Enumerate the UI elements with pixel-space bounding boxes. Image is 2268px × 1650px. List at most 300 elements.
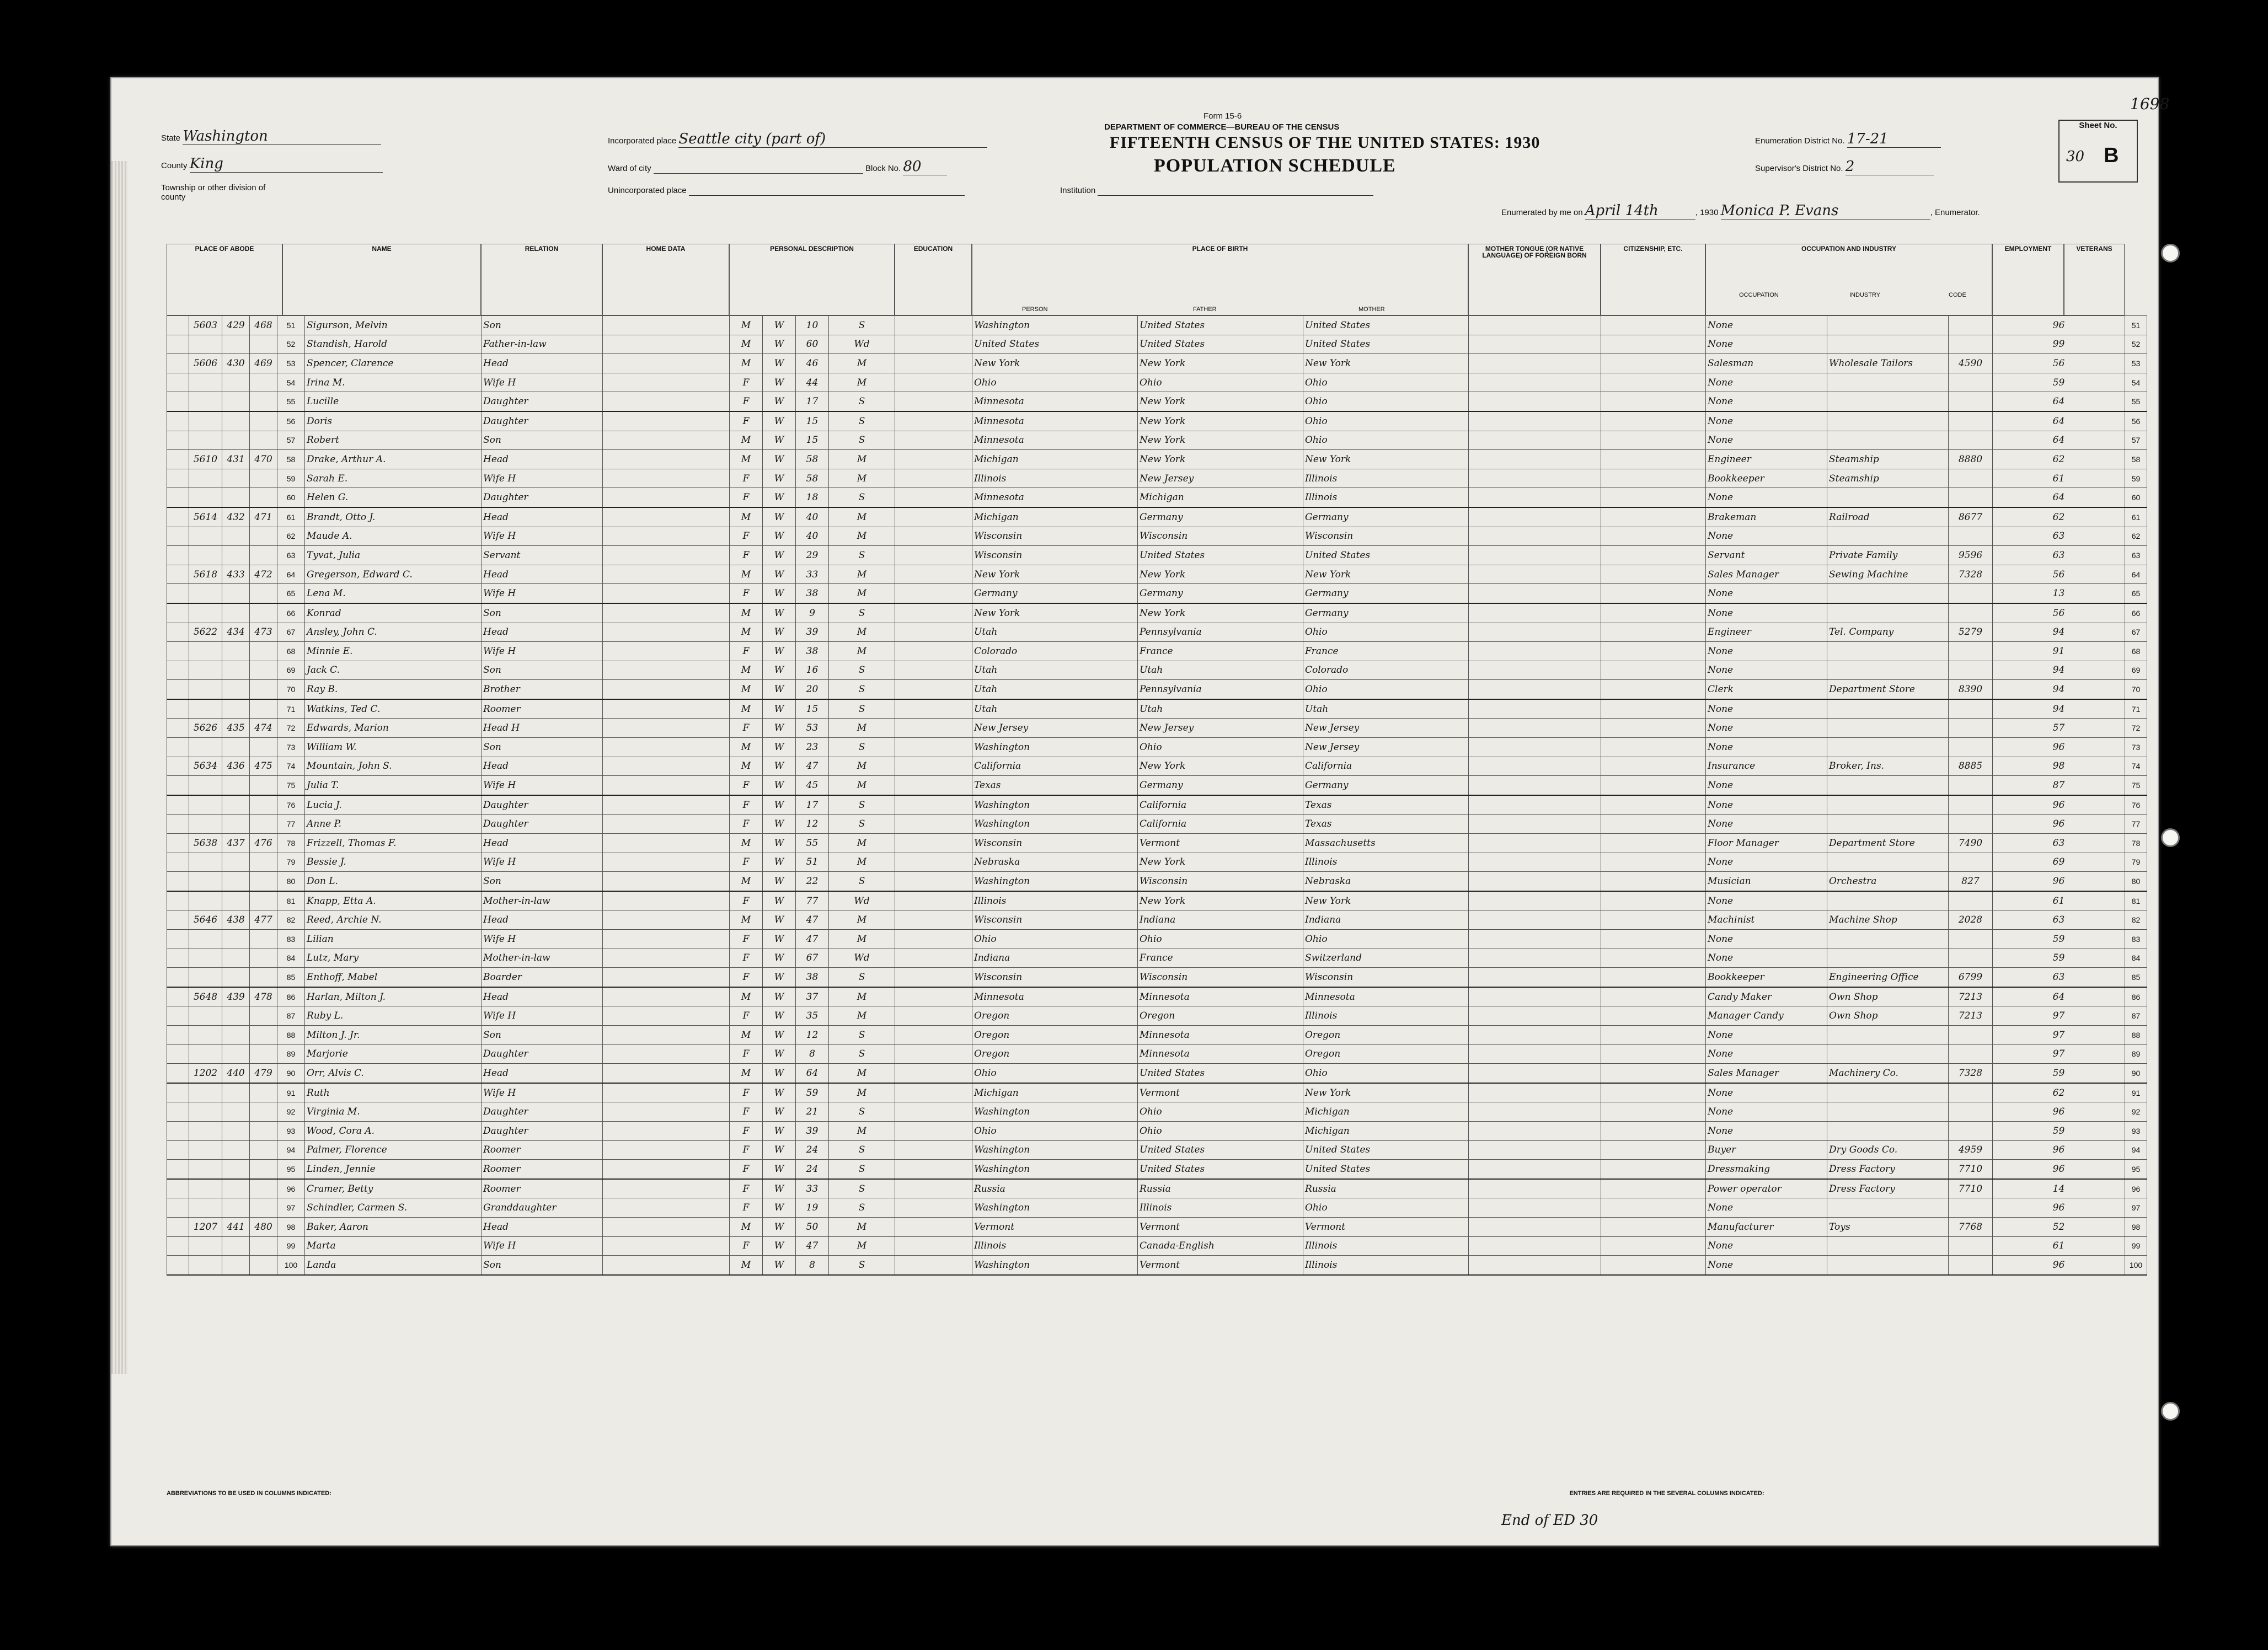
cell-empty	[1469, 815, 1601, 834]
cell-line: 58	[277, 450, 305, 469]
cell-name: Gregerson, Edward C.	[305, 565, 482, 584]
cell-industry: Toys	[1827, 1217, 1949, 1236]
cell-family	[250, 603, 277, 623]
cell-code: 96	[1993, 1160, 2125, 1179]
cell-name: Mountain, John S.	[305, 757, 482, 776]
cell-empty	[1469, 335, 1601, 354]
cell-empty	[1469, 565, 1601, 584]
cell-industry: Department Store	[1827, 834, 1949, 853]
cell-line: 84	[277, 949, 305, 968]
cell-line: 90	[277, 1064, 305, 1083]
cell-occupation: Machinist	[1706, 910, 1827, 930]
cell-family: 472	[250, 565, 277, 584]
cell-code: 63	[1993, 910, 2125, 930]
cell-sex: M	[730, 603, 763, 623]
cell-indcode: 7213	[1949, 987, 1993, 1006]
cell-race: W	[763, 411, 796, 431]
supervisor-value: 2	[1846, 158, 1934, 175]
cell-empty	[603, 1160, 730, 1179]
cell-empty	[1469, 642, 1601, 661]
cell-name: Wood, Cora A.	[305, 1121, 482, 1140]
cell-relation: Son	[482, 738, 603, 757]
cell-industry	[1827, 795, 1949, 815]
cell-empty	[1601, 603, 1706, 623]
cell-empty	[603, 450, 730, 469]
table-row	[167, 1102, 2147, 1122]
cell-street	[167, 1083, 189, 1102]
cell-name: Robert	[305, 431, 482, 450]
cell-race: W	[763, 1044, 796, 1064]
cell-race: W	[763, 1083, 796, 1102]
cell-empty	[1601, 507, 1706, 527]
cell-name: Julia T.	[305, 776, 482, 795]
cell-age: 64	[796, 1064, 829, 1083]
cell-dwelling	[222, 1121, 250, 1140]
table-row	[167, 815, 2147, 834]
cell-industry	[1827, 891, 1949, 910]
cell-sex: F	[730, 1140, 763, 1160]
unincorporated-field	[608, 186, 965, 196]
cell-empty	[1469, 968, 1601, 987]
cell-street	[167, 1025, 189, 1044]
cell-line: 90	[2125, 1064, 2147, 1083]
cell-birth: Washington	[972, 1160, 1138, 1179]
cell-empty	[603, 488, 730, 507]
cell-age: 38	[796, 968, 829, 987]
cell-code: 96	[1993, 316, 2125, 335]
cell-empty	[603, 680, 730, 699]
cell-occupation: Buyer	[1706, 1140, 1827, 1160]
cell-relation: Roomer	[482, 1140, 603, 1160]
cell-dwelling: 435	[222, 719, 250, 738]
cell-line: 59	[277, 469, 305, 488]
cell-industry	[1827, 527, 1949, 546]
cell-relation: Daughter	[482, 411, 603, 431]
cell-industry: Tel. Company	[1827, 623, 1949, 642]
cell-street	[167, 1121, 189, 1140]
cell-occupation: None	[1706, 1044, 1827, 1064]
cell-indcode	[1949, 1102, 1993, 1122]
cell-family: 470	[250, 450, 277, 469]
cell-empty	[895, 815, 972, 834]
col-occupation	[1705, 244, 1992, 315]
cell-race: W	[763, 431, 796, 450]
cell-empty	[1469, 1256, 1601, 1275]
cell-birth: Minnesota	[972, 411, 1138, 431]
cell-line: 63	[277, 546, 305, 565]
table-row	[167, 1179, 2147, 1198]
table-row	[167, 719, 2147, 738]
cell-occupation: None	[1706, 1198, 1827, 1218]
cell-industry: Own Shop	[1827, 987, 1949, 1006]
cell-house	[189, 872, 222, 891]
cell-mother: New York	[1303, 1083, 1469, 1102]
sheet-number: 30	[2066, 148, 2085, 165]
table-row	[167, 373, 2147, 392]
cell-dwelling	[222, 1102, 250, 1122]
cell-name: Milton J. Jr.	[305, 1025, 482, 1044]
cell-line: 94	[2125, 1140, 2147, 1160]
cell-name: Marjorie	[305, 1044, 482, 1064]
cell-father: California	[1138, 815, 1303, 834]
cell-house	[189, 488, 222, 507]
table-row	[167, 431, 2147, 450]
cell-father: New York	[1138, 431, 1303, 450]
cell-empty	[1469, 527, 1601, 546]
cell-name: William W.	[305, 738, 482, 757]
cell-sex: M	[730, 507, 763, 527]
cell-line: 99	[277, 1236, 305, 1256]
cell-birth: Ohio	[972, 373, 1138, 392]
cell-name: Bessie J.	[305, 853, 482, 872]
cell-line: 82	[2125, 910, 2147, 930]
cell-name: Ansley, John C.	[305, 623, 482, 642]
cell-empty	[1601, 776, 1706, 795]
cell-empty	[1601, 450, 1706, 469]
cell-empty	[1469, 1025, 1601, 1044]
cell-empty	[603, 546, 730, 565]
cell-empty	[603, 968, 730, 987]
cell-name: Reed, Archie N.	[305, 910, 482, 930]
cell-indcode	[1949, 949, 1993, 968]
cell-line: 87	[2125, 1006, 2147, 1026]
cell-father: Canada-English	[1138, 1236, 1303, 1256]
cell-street	[167, 910, 189, 930]
cell-empty	[603, 316, 730, 335]
cell-mother: Oregon	[1303, 1025, 1469, 1044]
census-table	[167, 315, 2147, 1276]
cell-family	[250, 891, 277, 910]
cell-occupation: None	[1706, 584, 1827, 603]
cell-dwelling	[222, 795, 250, 815]
cell-industry	[1827, 853, 1949, 872]
cell-empty	[895, 1179, 972, 1198]
cell-empty	[1601, 968, 1706, 987]
cell-industry: Department Store	[1827, 680, 1949, 699]
col-birth-person: PERSON	[1022, 306, 1048, 313]
cell-marital: S	[829, 1140, 895, 1160]
cell-industry	[1827, 392, 1949, 411]
cell-age: 77	[796, 891, 829, 910]
cell-empty	[1601, 431, 1706, 450]
cell-marital: M	[829, 450, 895, 469]
cell-relation: Wife H	[482, 584, 603, 603]
cell-empty	[895, 354, 972, 373]
cell-street	[167, 1044, 189, 1064]
cell-relation: Son	[482, 431, 603, 450]
cell-line: 72	[277, 719, 305, 738]
cell-empty	[603, 623, 730, 642]
incorporated-value: Seattle city (part of)	[678, 131, 987, 148]
cell-mother: Russia	[1303, 1179, 1469, 1198]
cell-sex: F	[730, 1179, 763, 1198]
cell-empty	[603, 930, 730, 949]
cell-birth: Wisconsin	[972, 527, 1138, 546]
cell-occupation: Dressmaking	[1706, 1160, 1827, 1179]
cell-dwelling	[222, 853, 250, 872]
cell-birth: Washington	[972, 1256, 1138, 1275]
cell-empty	[1469, 795, 1601, 815]
cell-indcode: 8390	[1949, 680, 1993, 699]
cell-age: 10	[796, 316, 829, 335]
cell-age: 21	[796, 1102, 829, 1122]
cell-line: 66	[277, 603, 305, 623]
cell-birth: California	[972, 757, 1138, 776]
cell-empty	[1601, 1006, 1706, 1026]
cell-code: 96	[1993, 872, 2125, 891]
cell-birth: Washington	[972, 316, 1138, 335]
cell-name: Harlan, Milton J.	[305, 987, 482, 1006]
cell-family	[250, 1083, 277, 1102]
cell-indcode: 5279	[1949, 623, 1993, 642]
cell-line: 61	[277, 507, 305, 527]
cell-relation: Daughter	[482, 392, 603, 411]
cell-family	[250, 699, 277, 719]
cell-street	[167, 565, 189, 584]
cell-sex: M	[730, 431, 763, 450]
cell-industry	[1827, 603, 1949, 623]
cell-empty	[895, 853, 972, 872]
cell-race: W	[763, 834, 796, 853]
cell-name: Frizzell, Thomas F.	[305, 834, 482, 853]
cell-empty	[603, 354, 730, 373]
cell-empty	[1469, 757, 1601, 776]
cell-occupation: None	[1706, 719, 1827, 738]
cell-marital: S	[829, 815, 895, 834]
cell-street	[167, 834, 189, 853]
enumerated-field: Enumerated by me on April 14th , 1930 Monica P. Evans , Enumerator.	[1501, 202, 1980, 219]
cell-relation: Daughter	[482, 815, 603, 834]
cell-mother: Illinois	[1303, 1256, 1469, 1275]
cell-dwelling	[222, 488, 250, 507]
cell-family	[250, 392, 277, 411]
cell-code: 96	[1993, 815, 2125, 834]
cell-age: 12	[796, 815, 829, 834]
cell-empty	[603, 1025, 730, 1044]
cell-house	[189, 891, 222, 910]
cell-age: 40	[796, 527, 829, 546]
cell-birth: Illinois	[972, 469, 1138, 488]
cell-father: Wisconsin	[1138, 527, 1303, 546]
cell-marital: S	[829, 411, 895, 431]
table-row	[167, 699, 2147, 719]
cell-dwelling	[222, 373, 250, 392]
cell-empty	[895, 527, 972, 546]
cell-name: Landa	[305, 1256, 482, 1275]
cell-house	[189, 1140, 222, 1160]
cell-sex: F	[730, 719, 763, 738]
cell-empty	[1601, 565, 1706, 584]
cell-father: New York	[1138, 450, 1303, 469]
table-row	[167, 776, 2147, 795]
cell-birth: Wisconsin	[972, 834, 1138, 853]
cell-line: 69	[2125, 661, 2147, 680]
cell-line: 78	[277, 834, 305, 853]
cell-age: 50	[796, 1217, 829, 1236]
cell-empty	[603, 1179, 730, 1198]
cell-indcode	[1949, 373, 1993, 392]
cell-empty	[895, 680, 972, 699]
cell-dwelling	[222, 584, 250, 603]
cell-birth: Utah	[972, 680, 1138, 699]
cell-age: 38	[796, 584, 829, 603]
cell-street	[167, 1179, 189, 1198]
cell-relation: Wife H	[482, 1083, 603, 1102]
cell-marital: M	[829, 527, 895, 546]
cell-empty	[1601, 1217, 1706, 1236]
cell-empty	[1469, 1140, 1601, 1160]
cell-relation: Granddaughter	[482, 1198, 603, 1218]
cell-house	[189, 1006, 222, 1026]
cell-dwelling	[222, 431, 250, 450]
cell-empty	[895, 872, 972, 891]
cell-mother: New York	[1303, 354, 1469, 373]
cell-code: 64	[1993, 411, 2125, 431]
cell-empty	[603, 891, 730, 910]
cell-sex: M	[730, 987, 763, 1006]
cell-father: United States	[1138, 1064, 1303, 1083]
cell-code: 97	[1993, 1006, 2125, 1026]
cell-sex: M	[730, 757, 763, 776]
col-occupation-title: OCCUPATION AND INDUSTRY	[1801, 245, 1896, 253]
cell-empty	[603, 584, 730, 603]
cell-sex: F	[730, 469, 763, 488]
cell-empty	[1469, 584, 1601, 603]
cell-occupation: Engineer	[1706, 623, 1827, 642]
cell-age: 19	[796, 1198, 829, 1218]
col-personal-title: PERSONAL DESCRIPTION	[770, 245, 854, 253]
cell-relation: Wife H	[482, 1006, 603, 1026]
cell-empty	[895, 1083, 972, 1102]
cell-sex: F	[730, 1160, 763, 1179]
cell-code: 96	[1993, 1140, 2125, 1160]
cell-house	[189, 1179, 222, 1198]
cell-indcode	[1949, 1236, 1993, 1256]
cell-empty	[1601, 815, 1706, 834]
cell-mother: Ohio	[1303, 411, 1469, 431]
cell-mother: Switzerland	[1303, 949, 1469, 968]
cell-family	[250, 1121, 277, 1140]
cell-empty	[1601, 930, 1706, 949]
cell-age: 58	[796, 469, 829, 488]
cell-empty	[895, 987, 972, 1006]
cell-industry	[1827, 1121, 1949, 1140]
cell-mother: Ohio	[1303, 392, 1469, 411]
cell-code: 94	[1993, 699, 2125, 719]
cell-empty	[603, 1217, 730, 1236]
cell-empty	[895, 642, 972, 661]
cell-occupation: None	[1706, 776, 1827, 795]
cell-house	[189, 411, 222, 431]
cell-race: W	[763, 392, 796, 411]
cell-line: 52	[277, 335, 305, 354]
cell-marital: S	[829, 1102, 895, 1122]
cell-empty	[1601, 1179, 1706, 1198]
cell-indcode	[1949, 527, 1993, 546]
cell-sex: F	[730, 373, 763, 392]
cell-age: 53	[796, 719, 829, 738]
cell-empty	[603, 719, 730, 738]
col-veterans-title: VETERANS	[2076, 245, 2112, 253]
cell-indcode: 8880	[1949, 450, 1993, 469]
cell-mother: Ohio	[1303, 1064, 1469, 1083]
cell-birth: Utah	[972, 699, 1138, 719]
cell-indcode: 7328	[1949, 565, 1993, 584]
cell-house	[189, 930, 222, 949]
cell-occupation: None	[1706, 316, 1827, 335]
cell-marital: M	[829, 1064, 895, 1083]
cell-street	[167, 968, 189, 987]
cell-street	[167, 1102, 189, 1122]
cell-occupation: None	[1706, 603, 1827, 623]
cell-birth: Indiana	[972, 949, 1138, 968]
cell-birth: Wisconsin	[972, 546, 1138, 565]
cell-line: 67	[277, 623, 305, 642]
col-birth-father: FATHER	[1193, 306, 1217, 313]
cell-family	[250, 1198, 277, 1218]
cell-industry	[1827, 642, 1949, 661]
cell-indcode: 827	[1949, 872, 1993, 891]
cell-empty	[1601, 488, 1706, 507]
cell-father: New York	[1138, 757, 1303, 776]
cell-family	[250, 776, 277, 795]
cell-marital: Wd	[829, 891, 895, 910]
cell-line: 72	[2125, 719, 2147, 738]
enum-district-field	[1755, 131, 1941, 148]
cell-empty	[603, 411, 730, 431]
cell-age: 15	[796, 411, 829, 431]
cell-sex: M	[730, 834, 763, 853]
cell-sex: F	[730, 1044, 763, 1064]
cell-father: California	[1138, 795, 1303, 815]
cell-empty	[1601, 546, 1706, 565]
cell-family	[250, 872, 277, 891]
cell-industry	[1827, 949, 1949, 968]
cell-occupation: None	[1706, 1025, 1827, 1044]
table-row	[167, 488, 2147, 507]
cell-family	[250, 373, 277, 392]
cell-family	[250, 1102, 277, 1122]
cell-family: 471	[250, 507, 277, 527]
table-row	[167, 603, 2147, 623]
cell-sex: F	[730, 1083, 763, 1102]
cell-indcode	[1949, 316, 1993, 335]
cell-father: United States	[1138, 316, 1303, 335]
col-home-data-title: HOME DATA	[646, 245, 686, 253]
cell-line: 56	[277, 411, 305, 431]
cell-relation: Boarder	[482, 968, 603, 987]
cell-sex: F	[730, 1006, 763, 1026]
cell-house: 5603	[189, 316, 222, 335]
cell-line: 86	[277, 987, 305, 1006]
cell-street	[167, 411, 189, 431]
cell-father: Vermont	[1138, 1256, 1303, 1275]
cell-industry: Own Shop	[1827, 1006, 1949, 1026]
cell-industry	[1827, 1256, 1949, 1275]
cell-relation: Daughter	[482, 488, 603, 507]
cell-empty	[603, 738, 730, 757]
cell-father: United States	[1138, 1140, 1303, 1160]
cell-name: Lutz, Mary	[305, 949, 482, 968]
cell-line: 74	[277, 757, 305, 776]
cell-birth: Oregon	[972, 1044, 1138, 1064]
cell-father: New York	[1138, 853, 1303, 872]
cell-relation: Daughter	[482, 1102, 603, 1122]
enumerator-name: Monica P. Evans	[1721, 202, 1930, 219]
cell-age: 22	[796, 872, 829, 891]
cell-empty	[1601, 642, 1706, 661]
supervisor-label: Supervisor's District No.	[1755, 164, 1843, 173]
